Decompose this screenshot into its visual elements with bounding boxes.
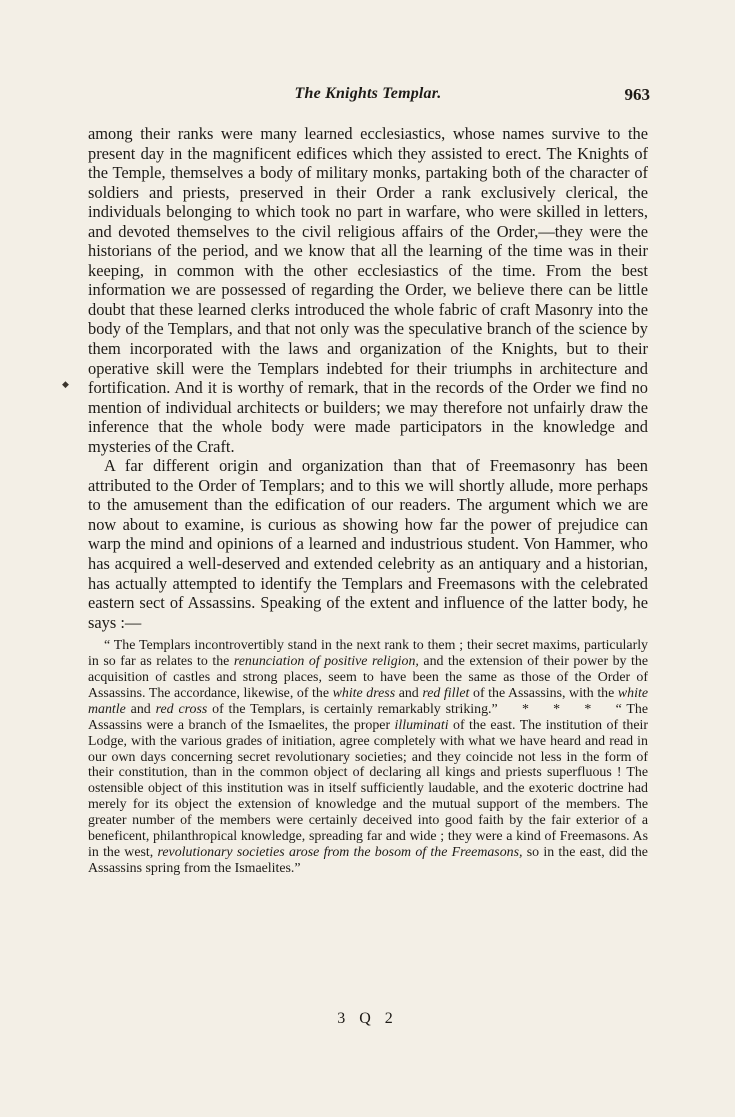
text-run: and [395,685,423,701]
italic-text-run: red fillet [422,685,470,701]
paragraph [88,124,648,456]
italic-text-run: revolutionary societies arose from the bosom of the Freemasons, [157,845,523,860]
block-quote [88,638,648,877]
text-run: so in the east, did the Assassins spring from the Ismaelites.” [88,845,648,876]
text-run: “ The Templars incontrovertibly stand in the next rank to them ; their secret maxims, particularly in so far as relates to the [88,638,648,670]
text-run: of the Templars, is certainly remarkably striking.” * * * “ The Assassins were a branch of the Ismaelites, the proper [88,701,648,733]
running-head [88,85,648,107]
text-run: of the Assassins, with the [469,685,618,701]
text-run: and the extension of their power by the acquisition of castles and strong places, seem to have been the same as those of the Order of Assassins. The accordance, likewise, of the [88,654,648,701]
running-title: The Knights Templar. [294,85,442,102]
text-run: A far different origin and organization than that of Freemasonry has been attributed to the Order of Templars; and to this we will shortly allude, more perhaps to the amusement than the edification of our readers. The argument which we are now about to examine, is curious as showing how far the power of prejudice can warp the mind and opinions of a learned and industrious student. Von Hammer, who has acquired a well-deserved and extended celebrity as an antiquary and a historian, has actually attempted to identify the Templars and Freemasons with the celebrated eastern sect of Assassins. Speaking of the extent and influence of the latter body, he says :— [88,456,648,632]
page-body [88,124,648,877]
italic-text-run: illuminati [394,717,449,733]
italic-text-run: white mantle [88,685,648,717]
text-run: of the east. The institution of their Lodge, with the various grades of initiation, agree completely with what we have heard and read in our own days concerning secret revolutionary societies; and they coincide not less in the form of their constitution, than in the common object of declaring all kings and priests superfluous ! The ostensible object of this institution was in itself sufficiently laudable, and the exoteric doctrine had merely for its object the extension of knowledge and the mutual support of the members. The greater number of the members were certainly deceived into good faith by the fair exterior of a beneficent, philanthropical knowledge, spreading far and wide ; they were a kind of Freemasons. As in the west, [88,717,648,860]
page-number: 963 [624,85,650,104]
text-run: and [125,701,156,717]
margin-bullet-icon: ◆ [62,380,69,390]
paragraph [88,456,648,632]
italic-text-run: white dress [332,685,396,701]
italic-text-run: red cross [155,701,208,717]
italic-text-run: renunciation of positive religion, [233,654,419,670]
signature-mark: 3 Q 2 [337,1010,398,1027]
text-run: among their ranks were many learned ecclesiastics, whose names survive to the present day in the magnificent edifices which they assisted to erect. The Knights of the Temple, themselves a body of military monks, partaking both of the character of soldiers and priests, preserved in their Order a rank exclusively clerical, the individuals belonging to which took no part in warfare, who were skilled in letters, and devoted themselves to the civil religious affairs of the Order,—they were the historians of the period, and we know that all the learning of the time was in their keeping, in common with the other ecclesiastics of the time. From the best information we are possessed of regarding the Order, we believe there can be little doubt that these learned clerks introduced the whole fabric of craft Masonry into the body of the Templars, and that not only was the speculative branch of the science by them incorporated with the laws and organization of the Knights, but to their operative skill were the Templars indebted for their triumphs in architecture and fortification. And it is worthy of remark, that in the records of the Order we find no mention of individual architects or builders; we may therefore not unfairly draw the inference that the whole body were made participators in the knowledge and mysteries of the Craft. [88,124,648,456]
